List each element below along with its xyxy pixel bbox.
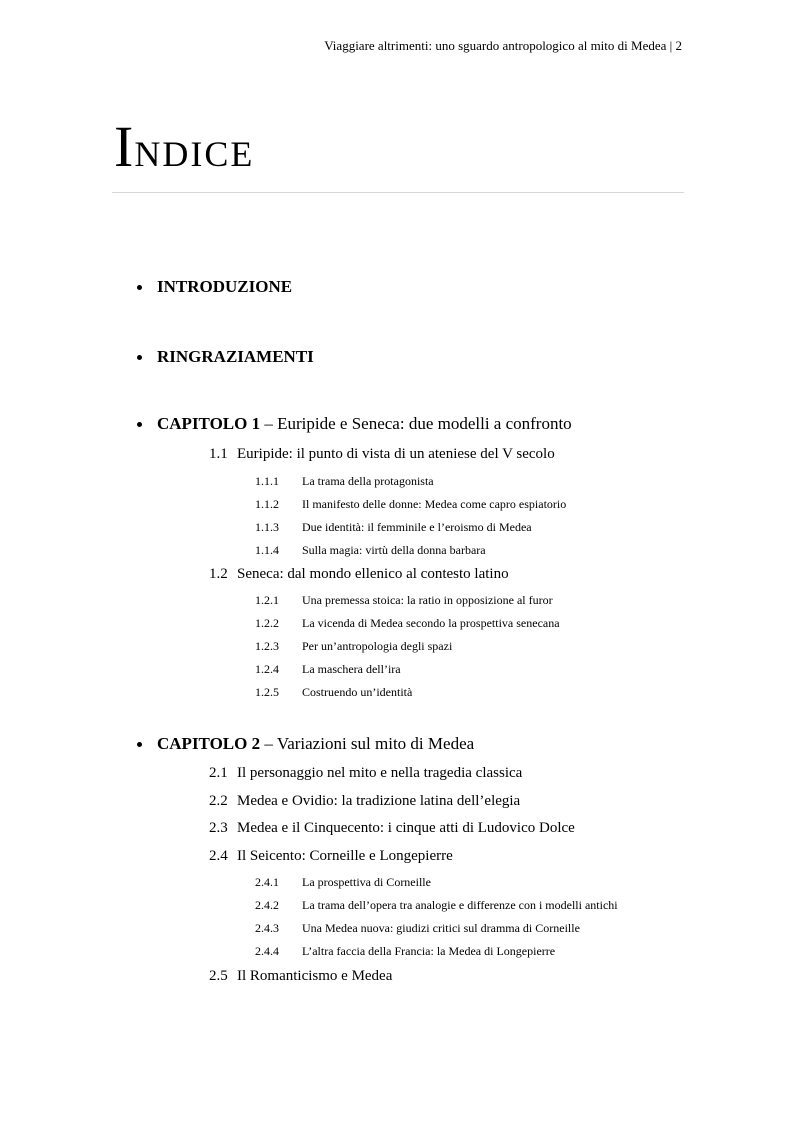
toc-entry-label: INTRODUZIONE [157,277,293,296]
toc-section-2-2[interactable] [209,793,520,810]
subsection-number: 1.2.1 [255,593,279,607]
toc-section-2-1[interactable] [209,765,522,782]
section-title: Euripide: il punto di vista di un ateniese del V secolo [237,446,555,462]
subsection-title: Il manifesto delle donne: Medea come capro espiatorio [302,497,567,511]
toc-section-1-1[interactable] [209,446,555,463]
section-number: 2.4 [209,848,228,864]
toc-subsection-1-1-1[interactable] [255,474,434,489]
toc-entry-ringraziamenti[interactable] [137,347,314,367]
subsection-title: La prospettiva di Corneille [302,875,431,889]
toc-subsection-2-4-4[interactable] [255,944,555,959]
toc-subsection-1-1-3[interactable] [255,520,532,535]
bullet-icon [137,285,142,290]
toc-subsection-2-4-3[interactable] [255,921,580,936]
toc-entry-label: RINGRAZIAMENTI [157,347,314,366]
subsection-number: 2.4.2 [255,898,279,912]
section-number: 1.2 [209,566,228,582]
subsection-number: 1.2.3 [255,639,279,653]
toc-subsection-1-2-4[interactable] [255,662,401,677]
subsection-number: 2.4.1 [255,875,279,889]
section-title: Il personaggio nel mito e nella tragedia classica [237,765,523,781]
chapter-subtitle: – Euripide e Seneca: due modelli a confronto [260,414,572,433]
section-title: Il Seicento: Corneille e Longepierre [237,848,453,864]
section-number: 2.1 [209,765,228,781]
toc-section-2-3[interactable] [209,820,575,837]
section-number: 2.2 [209,793,228,809]
running-header: Viaggiare altrimenti: uno sguardo antropologico al mito di Medea | 2 [324,38,682,53]
toc-subsection-1-1-2[interactable] [255,497,566,512]
subsection-title: La trama della protagonista [302,474,434,488]
subsection-title: Due identità: il femminile e l’eroismo di Medea [302,520,532,534]
toc-subsection-2-4-2[interactable] [255,898,618,913]
toc-section-1-2[interactable] [209,566,509,583]
subsection-number: 2.4.3 [255,921,279,935]
toc-subsection-1-2-1[interactable] [255,593,553,608]
toc-section-2-4[interactable] [209,848,453,865]
bullet-icon [137,422,142,427]
toc-entry-introduzione[interactable] [137,277,292,297]
subsection-title: Una premessa stoica: la ratio in opposizione al furor [302,593,553,607]
chapter-subtitle: – Variazioni sul mito di Medea [260,734,475,753]
page-title-initial: I [114,114,135,179]
subsection-number: 1.2.5 [255,685,279,699]
toc-entry-capitolo-2[interactable] [137,734,474,754]
subsection-number: 1.1.3 [255,520,279,534]
section-title: Il Romanticismo e Medea [237,968,393,984]
subsection-title: La maschera dell’ira [302,662,401,676]
section-title: Medea e Ovidio: la tradizione latina dell’elegia [237,793,521,809]
bullet-icon [137,355,142,360]
page-title-rest: NDICE [134,134,255,174]
subsection-title: L’altra faccia della Francia: la Medea di Longepierre [302,944,556,958]
toc-subsection-2-4-1[interactable] [255,875,431,890]
subsection-number: 2.4.4 [255,944,279,958]
section-number: 1.1 [209,446,228,462]
toc-subsection-1-2-2[interactable] [255,616,560,631]
subsection-number: 1.1.2 [255,497,279,511]
subsection-title: Costruendo un’identità [302,685,413,699]
section-number: 2.3 [209,820,228,836]
section-number: 2.5 [209,968,228,984]
chapter-label: CAPITOLO 1 [157,414,261,433]
subsection-number: 1.1.4 [255,543,279,557]
section-title: Medea e il Cinquecento: i cinque atti di Ludovico Dolce [237,820,575,836]
section-title: Seneca: dal mondo ellenico al contesto latino [237,566,509,582]
chapter-label: CAPITOLO 2 [157,734,261,753]
toc-entry-capitolo-1[interactable] [137,414,572,434]
subsection-title: La vicenda di Medea secondo la prospettiva senecana [302,616,560,630]
toc-subsection-1-2-3[interactable] [255,639,452,654]
subsection-title: La trama dell’opera tra analogie e differenze con i modelli antichi [302,898,618,912]
toc-subsection-1-1-4[interactable] [255,543,486,558]
subsection-number: 1.2.4 [255,662,279,676]
subsection-title: Per un’antropologia degli spazi [302,639,453,653]
subsection-number: 1.1.1 [255,474,279,488]
bullet-icon [137,742,142,747]
subsection-title: Una Medea nuova: giudizi critici sul dramma di Corneille [302,921,580,935]
subsection-title: Sulla magia: virtù della donna barbara [302,543,486,557]
toc-section-2-5[interactable] [209,968,392,985]
toc-subsection-1-2-5[interactable] [255,685,412,700]
subsection-number: 1.2.2 [255,616,279,630]
